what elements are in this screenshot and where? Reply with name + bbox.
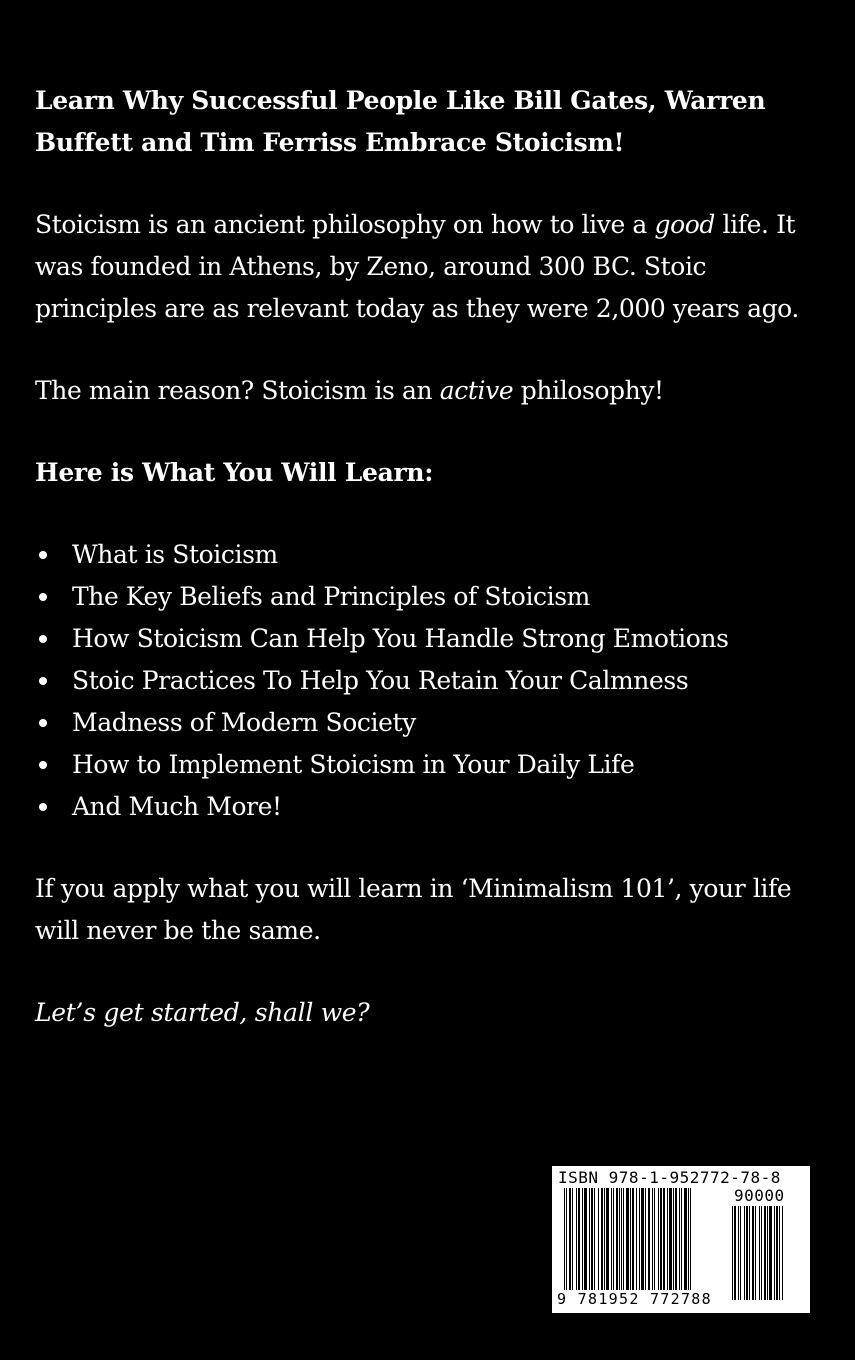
list-item: And Much More! bbox=[35, 786, 815, 828]
closing-line: Let’s get started, shall we? bbox=[35, 998, 370, 1027]
apply-paragraph: If you apply what you will learn in ‘Minimalism 101’, your life will never be the same. bbox=[35, 874, 792, 945]
list-item: What is Stoicism bbox=[35, 534, 815, 576]
barcode-digits: 9 781952 772788 bbox=[557, 1290, 712, 1308]
list-item: How to Implement Stoicism in Your Daily Life bbox=[35, 744, 815, 786]
intro-text-1: Stoicism is an ancient philosophy on how to live a bbox=[35, 210, 655, 239]
main-barcode-bars bbox=[564, 1188, 724, 1300]
reason-paragraph bbox=[35, 370, 815, 412]
list-item: How Stoicism Can Help You Handle Strong Emotions bbox=[35, 618, 815, 660]
intro-text-2: life. It was founded in Athens, by Zeno, around 300 BC. Stoic principles are as relevant today as they were 2,000 years ago. bbox=[35, 210, 799, 323]
list-item: The Key Beliefs and Principles of Stoicism bbox=[35, 576, 815, 618]
intro-emphasis: good bbox=[654, 210, 715, 239]
reason-emphasis: active bbox=[439, 376, 514, 405]
addon-code: 90000 bbox=[734, 1186, 785, 1205]
intro-paragraph bbox=[35, 204, 815, 330]
list-item: Stoic Practices To Help You Retain Your Calmness bbox=[35, 660, 815, 702]
reason-text-1: The main reason? Stoicism is an bbox=[35, 376, 440, 405]
isbn-barcode bbox=[552, 1166, 810, 1313]
addon-barcode-bars bbox=[732, 1206, 804, 1300]
reason-text-2: philosophy! bbox=[513, 376, 664, 405]
isbn-label: ISBN 978-1-952772-78-8 bbox=[558, 1168, 781, 1187]
learn-subheading: Here is What You Will Learn: bbox=[35, 458, 434, 487]
learn-list bbox=[35, 534, 815, 828]
list-item: Madness of Modern Society bbox=[35, 702, 815, 744]
headline: Learn Why Successful People Like Bill Gates, Warren Buffett and Tim Ferriss Embrace Stoicism! bbox=[35, 86, 766, 157]
back-cover-text bbox=[35, 80, 815, 1059]
